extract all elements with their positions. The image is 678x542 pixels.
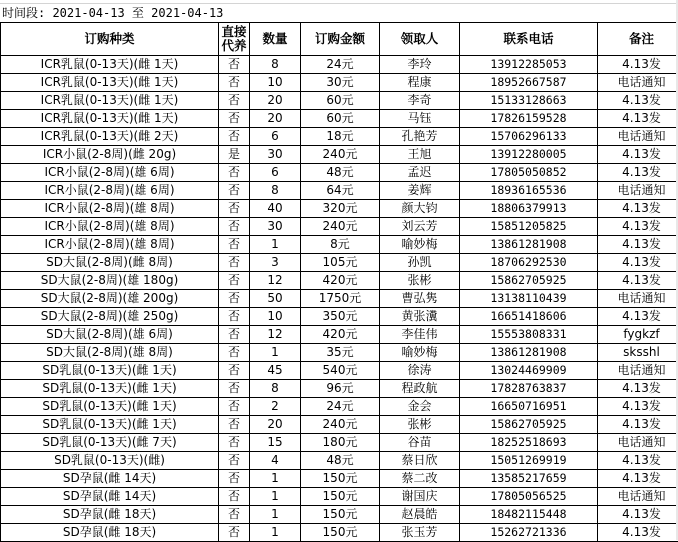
cell-qty: 10: [250, 308, 301, 326]
cell-category: ICR小鼠(2-8周)(雄 8周): [1, 236, 219, 254]
cell-qty: 3: [250, 254, 301, 272]
header-note: 备注: [598, 23, 678, 56]
cell-category: ICR乳鼠(0-13天)(雌 2天): [1, 128, 219, 146]
cell-phone: 15862705925: [460, 272, 598, 290]
cell-direct: 否: [219, 434, 250, 452]
cell-receiver: 张玉芳: [380, 524, 460, 542]
cell-note: 4.13发: [598, 110, 678, 128]
cell-receiver: 李佳伟: [380, 326, 460, 344]
cell-direct: 否: [219, 200, 250, 218]
cell-note: 4.13发: [598, 146, 678, 164]
cell-category: SD大鼠(2-8周)(雄 8周): [1, 344, 219, 362]
cell-note: sksshl: [598, 344, 678, 362]
cell-direct: 否: [219, 416, 250, 434]
cell-category: ICR小鼠(2-8周)(雄 8周): [1, 200, 219, 218]
table-row: [1, 56, 678, 74]
table-row: [1, 254, 678, 272]
cell-note: 4.13发: [598, 524, 678, 542]
cell-phone: 16650716951: [460, 398, 598, 416]
cell-receiver: 马钰: [380, 110, 460, 128]
cell-qty: 12: [250, 272, 301, 290]
cell-amount: 60元: [301, 110, 380, 128]
cell-receiver: 李奇: [380, 92, 460, 110]
cell-qty: 30: [250, 218, 301, 236]
cell-direct: 否: [219, 470, 250, 488]
cell-amount: 30元: [301, 74, 380, 92]
cell-phone: 16651418606: [460, 308, 598, 326]
cell-phone: 15706296133: [460, 128, 598, 146]
cell-category: ICR小鼠(2-8周)(雌 20g): [1, 146, 219, 164]
cell-receiver: 蔡二改: [380, 470, 460, 488]
cell-amount: 150元: [301, 488, 380, 506]
cell-amount: 8元: [301, 236, 380, 254]
cell-receiver: 谷苗: [380, 434, 460, 452]
cell-phone: 15133128663: [460, 92, 598, 110]
table-row: [1, 128, 678, 146]
cell-receiver: 蔡日欣: [380, 452, 460, 470]
cell-amount: 1750元: [301, 290, 380, 308]
cell-qty: 20: [250, 416, 301, 434]
cell-note: 4.13发: [598, 470, 678, 488]
cell-qty: 6: [250, 164, 301, 182]
cell-receiver: 李玲: [380, 56, 460, 74]
table-row: [1, 218, 678, 236]
table-row: [1, 110, 678, 128]
header-phone: 联系电话: [460, 23, 598, 56]
cell-note: 4.13发: [598, 92, 678, 110]
cell-amount: 320元: [301, 200, 380, 218]
cell-direct: 否: [219, 56, 250, 74]
header-direct-line1: 直接: [221, 24, 246, 39]
cell-receiver: 徐涛: [380, 362, 460, 380]
cell-qty: 40: [250, 200, 301, 218]
cell-category: SD孕鼠(雌 14天): [1, 470, 219, 488]
table-row: [1, 308, 678, 326]
cell-direct: 否: [219, 254, 250, 272]
cell-direct: 是: [219, 146, 250, 164]
cell-receiver: 张彬: [380, 272, 460, 290]
cell-category: SD大鼠(2-8周)(雄 6周): [1, 326, 219, 344]
cell-direct: 否: [219, 506, 250, 524]
table-row: [1, 146, 678, 164]
cell-direct: 否: [219, 218, 250, 236]
cell-amount: 150元: [301, 524, 380, 542]
cell-category: ICR乳鼠(0-13天)(雌 1天): [1, 74, 219, 92]
cell-qty: 1: [250, 236, 301, 254]
cell-amount: 350元: [301, 308, 380, 326]
cell-category: SD乳鼠(0-13天)(雌 1天): [1, 398, 219, 416]
cell-note: 4.13发: [598, 380, 678, 398]
cell-qty: 50: [250, 290, 301, 308]
cell-direct: 否: [219, 362, 250, 380]
cell-qty: 20: [250, 110, 301, 128]
cell-phone: 15553808331: [460, 326, 598, 344]
cell-phone: 13912280005: [460, 146, 598, 164]
table-row: [1, 200, 678, 218]
cell-direct: 否: [219, 290, 250, 308]
cell-phone: 18936165536: [460, 182, 598, 200]
cell-qty: 4: [250, 452, 301, 470]
cell-note: 电话通知: [598, 434, 678, 452]
cell-receiver: 程康: [380, 74, 460, 92]
cell-category: SD乳鼠(0-13天)(雌 1天): [1, 416, 219, 434]
cell-receiver: 姜辉: [380, 182, 460, 200]
cell-note: 4.13发: [598, 272, 678, 290]
cell-note: 电话通知: [598, 290, 678, 308]
cell-category: ICR小鼠(2-8周)(雄 8周): [1, 218, 219, 236]
cell-amount: 150元: [301, 470, 380, 488]
table-row: [1, 470, 678, 488]
cell-phone: 15851205825: [460, 218, 598, 236]
cell-category: SD孕鼠(雌 18天): [1, 524, 219, 542]
cell-qty: 15: [250, 434, 301, 452]
cell-category: SD乳鼠(0-13天)(雌): [1, 452, 219, 470]
cell-amount: 48元: [301, 164, 380, 182]
cell-phone: 15862705925: [460, 416, 598, 434]
cell-phone: 17805050852: [460, 164, 598, 182]
table-body: [1, 56, 678, 542]
cell-note: 4.13发: [598, 218, 678, 236]
cell-direct: 否: [219, 398, 250, 416]
cell-note: 4.13发: [598, 452, 678, 470]
cell-receiver: 孔艳芳: [380, 128, 460, 146]
orders-table: [0, 22, 678, 542]
cell-category: SD乳鼠(0-13天)(雌 1天): [1, 362, 219, 380]
cell-receiver: 孟迟: [380, 164, 460, 182]
cell-qty: 30: [250, 146, 301, 164]
table-row: [1, 92, 678, 110]
cell-direct: 否: [219, 110, 250, 128]
cell-note: 电话通知: [598, 488, 678, 506]
cell-phone: 17828763837: [460, 380, 598, 398]
cell-receiver: 颜大钧: [380, 200, 460, 218]
cell-receiver: 赵晨皓: [380, 506, 460, 524]
cell-category: ICR乳鼠(0-13天)(雌 1天): [1, 110, 219, 128]
header-amount: 订购金额: [301, 23, 380, 56]
cell-qty: 1: [250, 344, 301, 362]
cell-direct: 否: [219, 182, 250, 200]
table-row: [1, 344, 678, 362]
cell-qty: 1: [250, 488, 301, 506]
cell-direct: 否: [219, 452, 250, 470]
table-row: [1, 398, 678, 416]
cell-note: 4.13发: [598, 236, 678, 254]
table-row: [1, 380, 678, 398]
cell-receiver: 王旭: [380, 146, 460, 164]
cell-qty: 1: [250, 470, 301, 488]
table-row: [1, 524, 678, 542]
cell-qty: 2: [250, 398, 301, 416]
table-row: [1, 164, 678, 182]
cell-amount: 35元: [301, 344, 380, 362]
cell-receiver: 张彬: [380, 416, 460, 434]
cell-category: SD大鼠(2-8周)(雄 200g): [1, 290, 219, 308]
table-row: [1, 488, 678, 506]
cell-phone: 18482115448: [460, 506, 598, 524]
cell-phone: 13861281908: [460, 344, 598, 362]
cell-amount: 105元: [301, 254, 380, 272]
cell-qty: 10: [250, 74, 301, 92]
date-range-label: 时间段: 2021-04-13 至 2021-04-13: [2, 4, 223, 22]
cell-category: SD大鼠(2-8周)(雄 250g): [1, 308, 219, 326]
cell-amount: 24元: [301, 398, 380, 416]
cell-receiver: 孙凯: [380, 254, 460, 272]
table-row: [1, 362, 678, 380]
cell-qty: 8: [250, 56, 301, 74]
cell-direct: 否: [219, 272, 250, 290]
cell-amount: 540元: [301, 362, 380, 380]
cell-note: 4.13发: [598, 164, 678, 182]
cell-category: SD大鼠(2-8周)(雄 180g): [1, 272, 219, 290]
cell-direct: 否: [219, 236, 250, 254]
cell-qty: 1: [250, 506, 301, 524]
cell-amount: 150元: [301, 506, 380, 524]
cell-note: 4.13发: [598, 56, 678, 74]
cell-direct: 否: [219, 92, 250, 110]
cell-receiver: 刘云芳: [380, 218, 460, 236]
cell-phone: 13138110439: [460, 290, 598, 308]
table-row: [1, 434, 678, 452]
cell-category: SD孕鼠(雌 18天): [1, 506, 219, 524]
cell-note: 电话通知: [598, 74, 678, 92]
cell-phone: 15262721336: [460, 524, 598, 542]
cell-category: ICR小鼠(2-8周)(雄 6周): [1, 164, 219, 182]
cell-amount: 24元: [301, 56, 380, 74]
table-row: [1, 236, 678, 254]
cell-direct: 否: [219, 128, 250, 146]
table-row: [1, 326, 678, 344]
cell-amount: 64元: [301, 182, 380, 200]
header-direct-line2: 代养: [221, 38, 246, 53]
cell-receiver: 黄张瀵: [380, 308, 460, 326]
cell-phone: 18952667587: [460, 74, 598, 92]
cell-qty: 8: [250, 380, 301, 398]
header-receiver: 领取人: [380, 23, 460, 56]
cell-amount: 180元: [301, 434, 380, 452]
cell-qty: 6: [250, 128, 301, 146]
cell-amount: 60元: [301, 92, 380, 110]
cell-receiver: 喻妙梅: [380, 236, 460, 254]
cell-note: fygkzf: [598, 326, 678, 344]
cell-amount: 240元: [301, 146, 380, 164]
table-row: [1, 416, 678, 434]
cell-qty: 20: [250, 92, 301, 110]
cell-direct: 否: [219, 308, 250, 326]
cell-phone: 15051269919: [460, 452, 598, 470]
cell-amount: 240元: [301, 416, 380, 434]
cell-phone: 17826159528: [460, 110, 598, 128]
cell-direct: 否: [219, 344, 250, 362]
cell-qty: 8: [250, 182, 301, 200]
cell-direct: 否: [219, 488, 250, 506]
cell-amount: 96元: [301, 380, 380, 398]
cell-amount: 18元: [301, 128, 380, 146]
cell-direct: 否: [219, 74, 250, 92]
cell-category: ICR乳鼠(0-13天)(雌 1天): [1, 56, 219, 74]
table-row: [1, 452, 678, 470]
cell-direct: 否: [219, 326, 250, 344]
table-row: [1, 290, 678, 308]
cell-receiver: 程政航: [380, 380, 460, 398]
table-row: [1, 272, 678, 290]
cell-receiver: 曹弘隽: [380, 290, 460, 308]
cell-amount: 420元: [301, 272, 380, 290]
cell-receiver: 喻妙梅: [380, 344, 460, 362]
table-row: [1, 74, 678, 92]
cell-direct: 否: [219, 524, 250, 542]
cell-note: 4.13发: [598, 200, 678, 218]
cell-phone: 18806379913: [460, 200, 598, 218]
table-row: [1, 506, 678, 524]
header-direct: [219, 23, 250, 56]
cell-note: 电话通知: [598, 362, 678, 380]
header-qty: 数量: [250, 23, 301, 56]
cell-note: 4.13发: [598, 254, 678, 272]
cell-amount: 420元: [301, 326, 380, 344]
cell-qty: 12: [250, 326, 301, 344]
table-row: [1, 182, 678, 200]
cell-note: 4.13发: [598, 398, 678, 416]
cell-receiver: 金会: [380, 398, 460, 416]
cell-phone: 18252518693: [460, 434, 598, 452]
cell-phone: 17805056525: [460, 488, 598, 506]
cell-amount: 48元: [301, 452, 380, 470]
cell-qty: 45: [250, 362, 301, 380]
cell-note: 电话通知: [598, 128, 678, 146]
cell-category: ICR小鼠(2-8周)(雄 6周): [1, 182, 219, 200]
cell-direct: 否: [219, 164, 250, 182]
cell-note: 4.13发: [598, 308, 678, 326]
cell-category: SD孕鼠(雌 14天): [1, 488, 219, 506]
cell-category: SD乳鼠(0-13天)(雌 1天): [1, 380, 219, 398]
cell-phone: 13585217659: [460, 470, 598, 488]
cell-note: 电话通知: [598, 182, 678, 200]
cell-note: 4.13发: [598, 416, 678, 434]
table-header-row: [1, 23, 678, 56]
cell-phone: 18706292530: [460, 254, 598, 272]
cell-category: ICR乳鼠(0-13天)(雌 1天): [1, 92, 219, 110]
header-category: 订购种类: [1, 23, 219, 56]
cell-category: SD大鼠(2-8周)(雌 8周): [1, 254, 219, 272]
cell-phone: 13912285053: [460, 56, 598, 74]
cell-note: 4.13发: [598, 506, 678, 524]
cell-category: SD乳鼠(0-13天)(雌 7天): [1, 434, 219, 452]
cell-phone: 13024469909: [460, 362, 598, 380]
cell-amount: 240元: [301, 218, 380, 236]
cell-phone: 13861281908: [460, 236, 598, 254]
cell-receiver: 谢国庆: [380, 488, 460, 506]
cell-qty: 1: [250, 524, 301, 542]
cell-direct: 否: [219, 380, 250, 398]
